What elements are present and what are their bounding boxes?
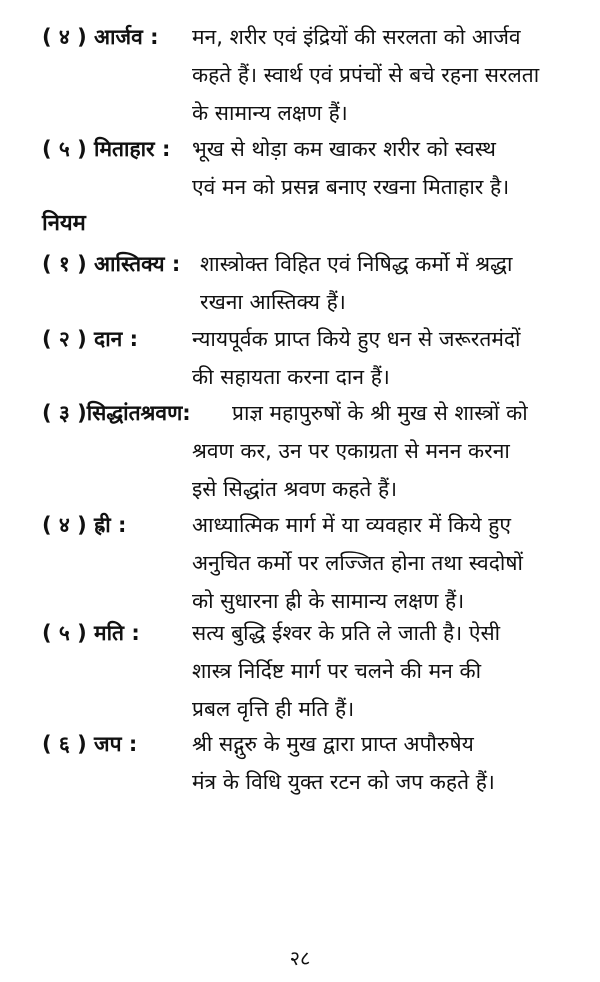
definition-text: शास्त्र निर्दिष्ट मार्ग पर चलने की मन की: [192, 659, 482, 683]
definition-text: के सामान्य लक्षण हैं।: [192, 101, 348, 125]
definition-hri: [42, 506, 572, 620]
definition-text: मन, शरीर एवं इंद्रियों की सरलता को आर्जव: [192, 25, 521, 49]
definition-text: श्री सद्गुरु के मुख द्वारा प्राप्त अपौरुषेय: [192, 732, 474, 756]
definition-line: [42, 130, 572, 168]
definition-term: ( ५ ) मति :: [42, 621, 140, 645]
definition-line: [42, 320, 572, 358]
definition-text: अनुचित कर्मो पर लज्जित होना तथा स्वदोषों: [192, 551, 523, 575]
definition-text: रखना आस्तिक्य हैं।: [200, 290, 346, 314]
definition-line: [42, 245, 572, 283]
section-heading: नियम: [42, 211, 86, 236]
definition-text: को सुधारना ह्री के सामान्य लक्षण हैं।: [192, 589, 465, 613]
definition-term: ( २ ) दान :: [42, 327, 139, 351]
definition-line: [42, 94, 572, 132]
definition-text: प्रबल वृत्ति ही मति हैं।: [192, 697, 355, 721]
definition-term: ( ४ ) ह्री :: [42, 513, 127, 537]
definition-astikya: [42, 245, 572, 321]
definition-line: [42, 470, 572, 508]
definition-term: ( ४ ) आर्जव :: [42, 25, 159, 49]
definition-line: [42, 168, 572, 206]
definition-mitahar: [42, 130, 572, 206]
definition-line: [42, 763, 572, 801]
definition-arjav: [42, 18, 572, 132]
definition-line: [42, 358, 572, 396]
definition-term: ( ३ )सिद्धांतश्रवण:: [42, 401, 191, 425]
definition-text: इसे सिद्धांत श्रवण कहते हैं।: [192, 477, 398, 501]
definition-line: [42, 18, 572, 56]
definition-line: [42, 283, 572, 321]
definition-text: मंत्र के विधि युक्त रटन को जप कहते हैं।: [192, 770, 495, 794]
definition-line: [42, 690, 572, 728]
definition-text: न्यायपूर्वक प्राप्त किये हुए धन से जरूरतमंदों: [192, 327, 521, 351]
definition-line: [42, 614, 572, 652]
definition-text: श्रवण कर, उन पर एकाग्रता से मनन करना: [192, 439, 510, 463]
definition-line: [42, 506, 572, 544]
definition-text: कहते हैं। स्वार्थ एवं प्रपंचों से बचे रहना सरलता: [192, 63, 540, 87]
definition-text: आध्यात्मिक मार्ग में या व्यवहार में किये हुए: [192, 513, 512, 537]
definition-text: सत्य बुद्धि ईश्वर के प्रति ले जाती है। ऐसी: [192, 621, 501, 645]
definition-line: [42, 652, 572, 690]
definition-text: शास्त्रोक्त विहित एवं निषिद्ध कर्मो में श्रद्धा: [200, 252, 513, 276]
definition-line: [42, 544, 572, 582]
definition-line: [42, 56, 572, 94]
definition-line: [42, 432, 572, 470]
definition-mati: [42, 614, 572, 728]
definition-term: ( ५ ) मिताहार :: [42, 137, 171, 161]
page-number: २८: [289, 946, 311, 970]
definition-line: [42, 725, 572, 763]
definition-term: ( १ ) आस्तिक्य :: [42, 252, 181, 276]
definition-text: भूख से थोड़ा कम खाकर शरीर को स्वस्थ: [192, 137, 496, 161]
definition-jap: [42, 725, 572, 801]
definition-text: की सहायता करना दान हैं।: [192, 365, 390, 389]
definition-term: ( ६ ) जप :: [42, 732, 138, 756]
definition-siddhant-shravan: [42, 394, 572, 508]
definition-text: एवं मन को प्रसन्न बनाए रखना मिताहार है।: [192, 175, 510, 199]
definition-text: प्राज्ञ महापुरुषों के श्री मुख से शास्त्रों को: [232, 401, 528, 425]
definition-daan: [42, 320, 572, 396]
definition-line: [42, 394, 572, 432]
